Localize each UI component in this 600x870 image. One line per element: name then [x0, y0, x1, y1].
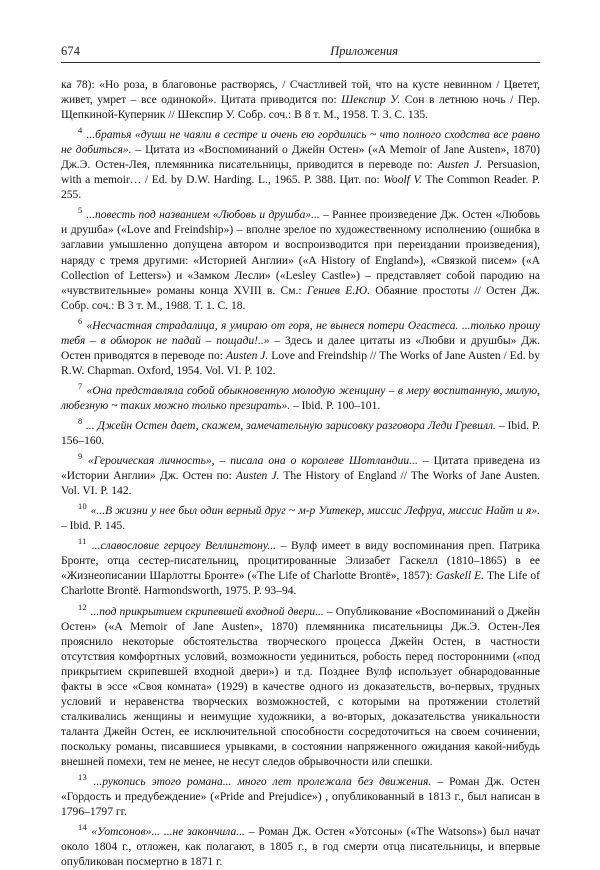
- endnote-number: 4: [78, 126, 86, 136]
- italic-run: «...В жизни у нее был один верный друг ~ м-р Уитекер, миссис Лефруа, миссис Найт и я».: [90, 505, 540, 518]
- italic-run: ...повесть под названием «Любовь и друшба»...: [86, 209, 320, 222]
- italic-run: Гениев Е.Ю.: [306, 284, 370, 297]
- endnote: [61, 123, 540, 203]
- text-run: ка 78): «Но роза, в благовонье растворясь, / Счастливей той, что на кусте невинном / Цветет, живет, умрет – все одинокой». Цитата приводится по:: [61, 79, 540, 107]
- text-run: Обаяние простоты // Остен Дж. Собр. соч.: В 3 т. М., 1988. Т. 1. С. 18.: [61, 284, 541, 312]
- endnote-number: 14: [78, 823, 91, 833]
- italic-run: Шекспир У.: [341, 94, 401, 107]
- italic-run: Austen J.: [225, 349, 269, 362]
- endnote-number: 8: [78, 416, 85, 426]
- endnote-number: 9: [78, 452, 87, 462]
- endnote-number: 13: [78, 773, 93, 783]
- endnote-number: 12: [78, 602, 90, 612]
- endnote: [61, 499, 540, 534]
- italic-run: ...под прикрытием скрипевшей входной двери...: [90, 605, 324, 618]
- italic-run: ...братья «души не чаяли в сестре и очень ею гордились ~ что полного сходства все равно не добиться».: [61, 129, 540, 157]
- italic-run: Austen J.: [235, 470, 280, 483]
- endnote: [61, 414, 540, 449]
- endnote: [61, 820, 540, 870]
- text-run: – Роман Дж. Остен «Уотсоны» («The Watsons») был начат около 1804 г., отложен, как полагают, в 1805 г., в год смерти отца писательницы, и впервые опубликован посмертно в 1871 г.: [61, 826, 540, 869]
- page-number: 674: [61, 44, 81, 58]
- italic-run: Austen J.: [437, 159, 483, 172]
- italic-run: Gaskell E.: [435, 570, 485, 583]
- text-run: – Раннее произведение Дж. Остен «Любовь и друшба» («Love and Freindship») – вполне зрелое по художественному исполнению (ошибка в заглавии умышленно допущена автором и воспроизводится при переиздании произведения), наряду с тремя другими: «Историей Англии» («A History of England»), «Связкой писем» («A Collection of Letters») и «Замком Лесли» («Lesley Castle») – представляет собой пародию на «чувствительные» романы конца XVIII в. См.:: [61, 209, 540, 297]
- text-run: The History of England // The Works of Jane Austen. Vol. VI. P. 142.: [61, 470, 541, 498]
- text-run: – Ibid. P. 100–101.: [290, 399, 381, 412]
- italic-run: «Уотсонов»... ...не закончила...: [91, 826, 245, 839]
- endnote: [61, 770, 540, 820]
- text-run: – Опубликование «Воспоминаний о Джейн Остен» («A Memoir of Jane Austen», 1870) племянника писательницы Дж.Э. Остен-Лея прояснило некоторые обстоятельства творческого процесса Джейн Остен, в частности отсутствия комфортных условий, возможности уединиться, робость перед посторонними («под прикрытием скрипевшей входной двери») и т.д. Позднее Вулф использует обнародованные факты в эссе «Своя комната» (1929) в качестве одного из доказательств, во-первых, трудных условий и неравенства творческих возможностей, с которыми на протяжении столетий сталкивались женщины и неимущие художники, а во-вторых, доказательства уникальности таланта Джейн Остен, ее исключительной способности сосредоточиться на своем сочинении, поскольку романы, писавшиеся урывками, в состоянии напряженного ожидания какой-нибудь внешней помехи, тем не менее, не несут следов обрывочности или спешки.: [61, 605, 540, 768]
- text-run: Persuasion, with a memoir… / Ed. by D.W. Harding. L., 1965. P. 388. Цит. по:: [61, 159, 541, 187]
- text-run: Сон в летнюю ночь / Пер. Щепкиной-Куперник // Шекспир У. Собр. соч.: В 8 т. М., 1958. Т. 3. С. 135.: [61, 94, 540, 122]
- endnote: [61, 449, 540, 499]
- running-head-title: Приложения: [330, 44, 398, 58]
- endnote-number: 6: [78, 316, 86, 326]
- italic-run: ...славословие герцогу Веллингтону...: [91, 540, 276, 553]
- endnote: [61, 534, 540, 599]
- endnote-number: 10: [78, 502, 90, 512]
- continued-paragraph: [61, 78, 540, 123]
- text-run: – Роман Дж. Остен «Гордость и предубеждение» («Pride and Prejudice») , опубликованный в 1813 г., был написан в 1796–1797 гг.: [61, 776, 541, 819]
- endnote: [61, 203, 540, 313]
- text-run: – Здесь и далее цитаты из «Любви и друшбы» Дж. Остен приводятся в переводе по:: [61, 334, 540, 362]
- endnote: [61, 314, 540, 379]
- endnote: [61, 379, 540, 414]
- text-run: – Ibid. P. 145.: [61, 520, 126, 533]
- endnote-number: 7: [78, 381, 86, 391]
- italic-run: «Героическая личность», – писала она о королеве Шотландии...: [88, 455, 418, 468]
- header-rule: [61, 62, 540, 63]
- italic-run: Woolf V.: [383, 174, 422, 187]
- italic-run: «Она представляла собой обыкновенную молодую женщину – в меру воспитанную, милую, любезную ~ таких можно только презирать».: [61, 384, 540, 412]
- text-run: – Цитата приведена из «Истории Англии» Дж. Остен по:: [61, 455, 540, 483]
- endnotes-list: [61, 123, 540, 870]
- text-run: The Life of Charlotte Brontë. Harmondsworth, 1975. P. 93–94.: [61, 570, 540, 598]
- italic-run: «Несчастная страдалица, я умираю от горя, не вынеся потери Огастеса. ...только прошу тебя – в обморок не падай – пощади!..»: [61, 319, 540, 347]
- endnote-number: 5: [78, 206, 86, 216]
- endnote-number: 11: [78, 537, 91, 547]
- text-run: The Common Reader. P. 255.: [61, 174, 541, 202]
- italic-run: ... Джейн Остен дает, скажем, замечательную зарисовку разговора Леди Гревилл.: [85, 419, 496, 432]
- text-run: – Ibid. P. 156–160.: [61, 419, 540, 448]
- notes-textblock: [61, 78, 540, 870]
- text-run: Love and Freindship // The Works of Jane Austen / Ed. by R.W. Chapman. Oxford, 1954. Vol. VI. P. 102.: [61, 349, 540, 377]
- text-run: – Вулф имеет в виду воспоминания преп. Патрика Бронте, отца сестер-писательниц, процитированные Элизабет Гаскелл (1810–1865) в ее «Жизнеописании Шарлотты Бронте» («The Life of Charlotte Brontë», 1857):: [61, 540, 541, 583]
- italic-run: ...рукопись этого романа... много лет пролежала без движения.: [93, 776, 432, 789]
- endnote: [61, 600, 540, 771]
- text-run: – Цитата из «Воспоминаний о Джейн Остен» («A Memoir of Jane Austen», 1870) Дж.Э. Остен-Лея, племянника писательницы, приводится в переводе по:: [61, 144, 540, 172]
